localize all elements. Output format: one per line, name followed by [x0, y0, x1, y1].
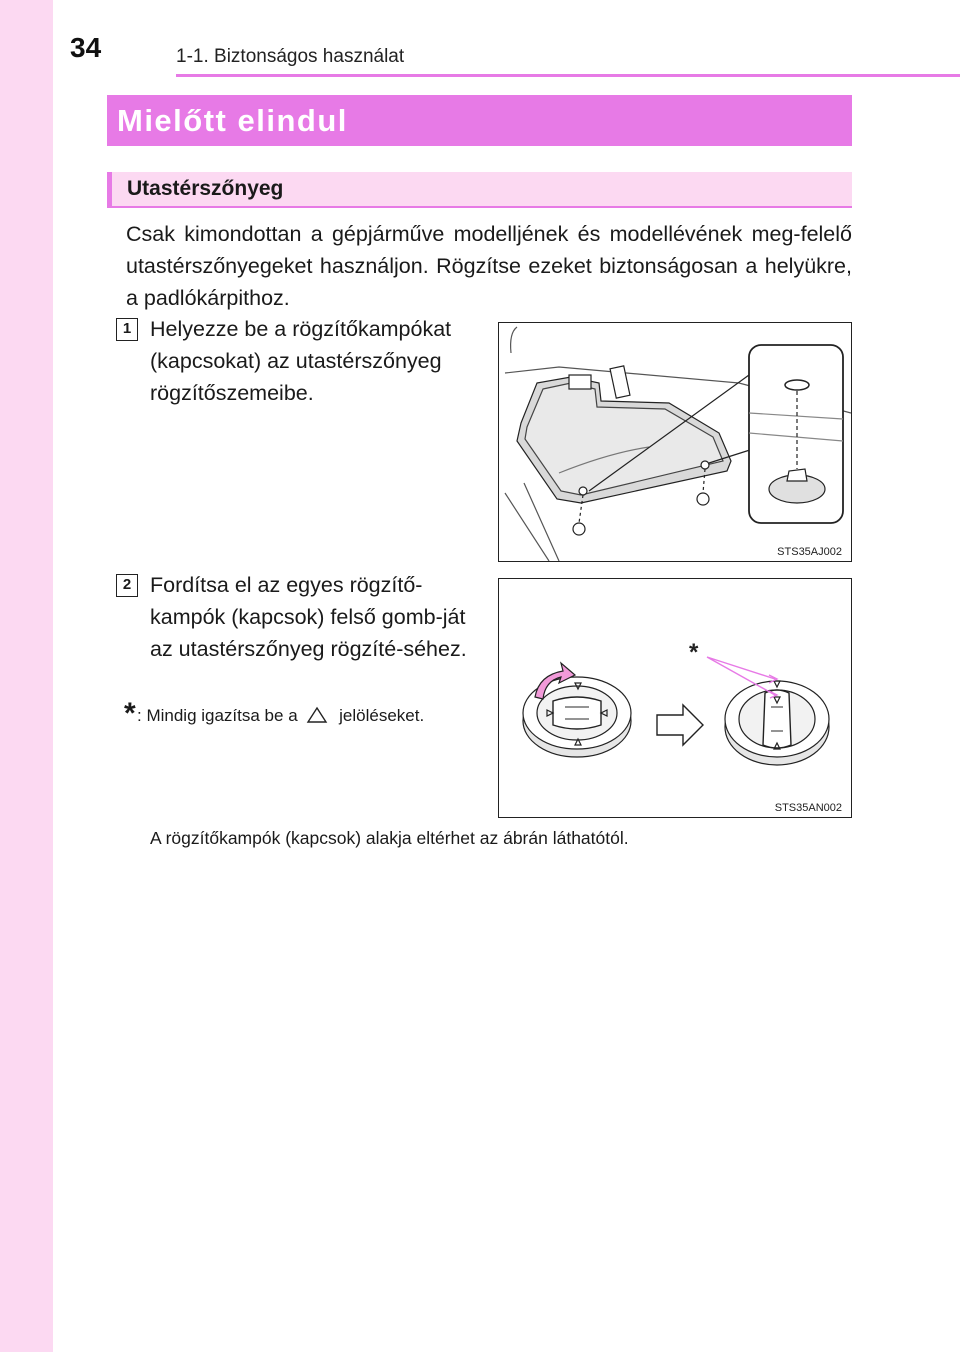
subsection-title: Utastérszőnyeg	[107, 172, 852, 206]
step-1-text: Helyezze be a rögzítőkampókat (kapcsokat) az utastérszőnyeg rögzítőszemeibe.	[150, 317, 452, 405]
note-text	[137, 706, 424, 726]
step-2-text: Fordítsa el az egyes rögzítő-kampók (kapcsok) felső gomb-ját az utastérszőnyeg rögzíté-séhez.	[150, 573, 467, 661]
step-2-number: 2	[116, 574, 138, 597]
step-1-number: 1	[116, 318, 138, 341]
triangle-mark-icon	[306, 706, 328, 724]
note-text-before: : Mindig igazítsa be a	[137, 706, 298, 725]
figure-knob-rotation	[498, 578, 852, 818]
footnote: A rögzítőkampók (kapcsok) alakja eltérhet az ábrán láthatótól.	[150, 828, 629, 848]
figure-mat-hooks	[498, 322, 852, 562]
subsection-rule	[107, 206, 852, 208]
figure-2-asterisk: *	[689, 639, 699, 666]
figure-2-code: STS35AN002	[774, 802, 842, 814]
header-title: 1-1. Biztonságos használat	[176, 46, 405, 67]
page-number: 34	[70, 32, 102, 63]
side-strip	[0, 0, 53, 1352]
intro-paragraph: Csak kimondottan a gépjárműve modelljének és modellévének meg-felelő utastérszőnyegeket használjon. Rögzítse ezeket biztonságosan a helyükre, a padlókárpithoz.	[126, 222, 852, 310]
section-title: Mielőtt elindul	[107, 95, 852, 146]
note-asterisk: *	[124, 697, 136, 730]
figure-1-code: STS35AJ002	[777, 546, 842, 558]
header-rule	[176, 74, 960, 77]
note-text-after: jelöléseket.	[339, 706, 425, 725]
